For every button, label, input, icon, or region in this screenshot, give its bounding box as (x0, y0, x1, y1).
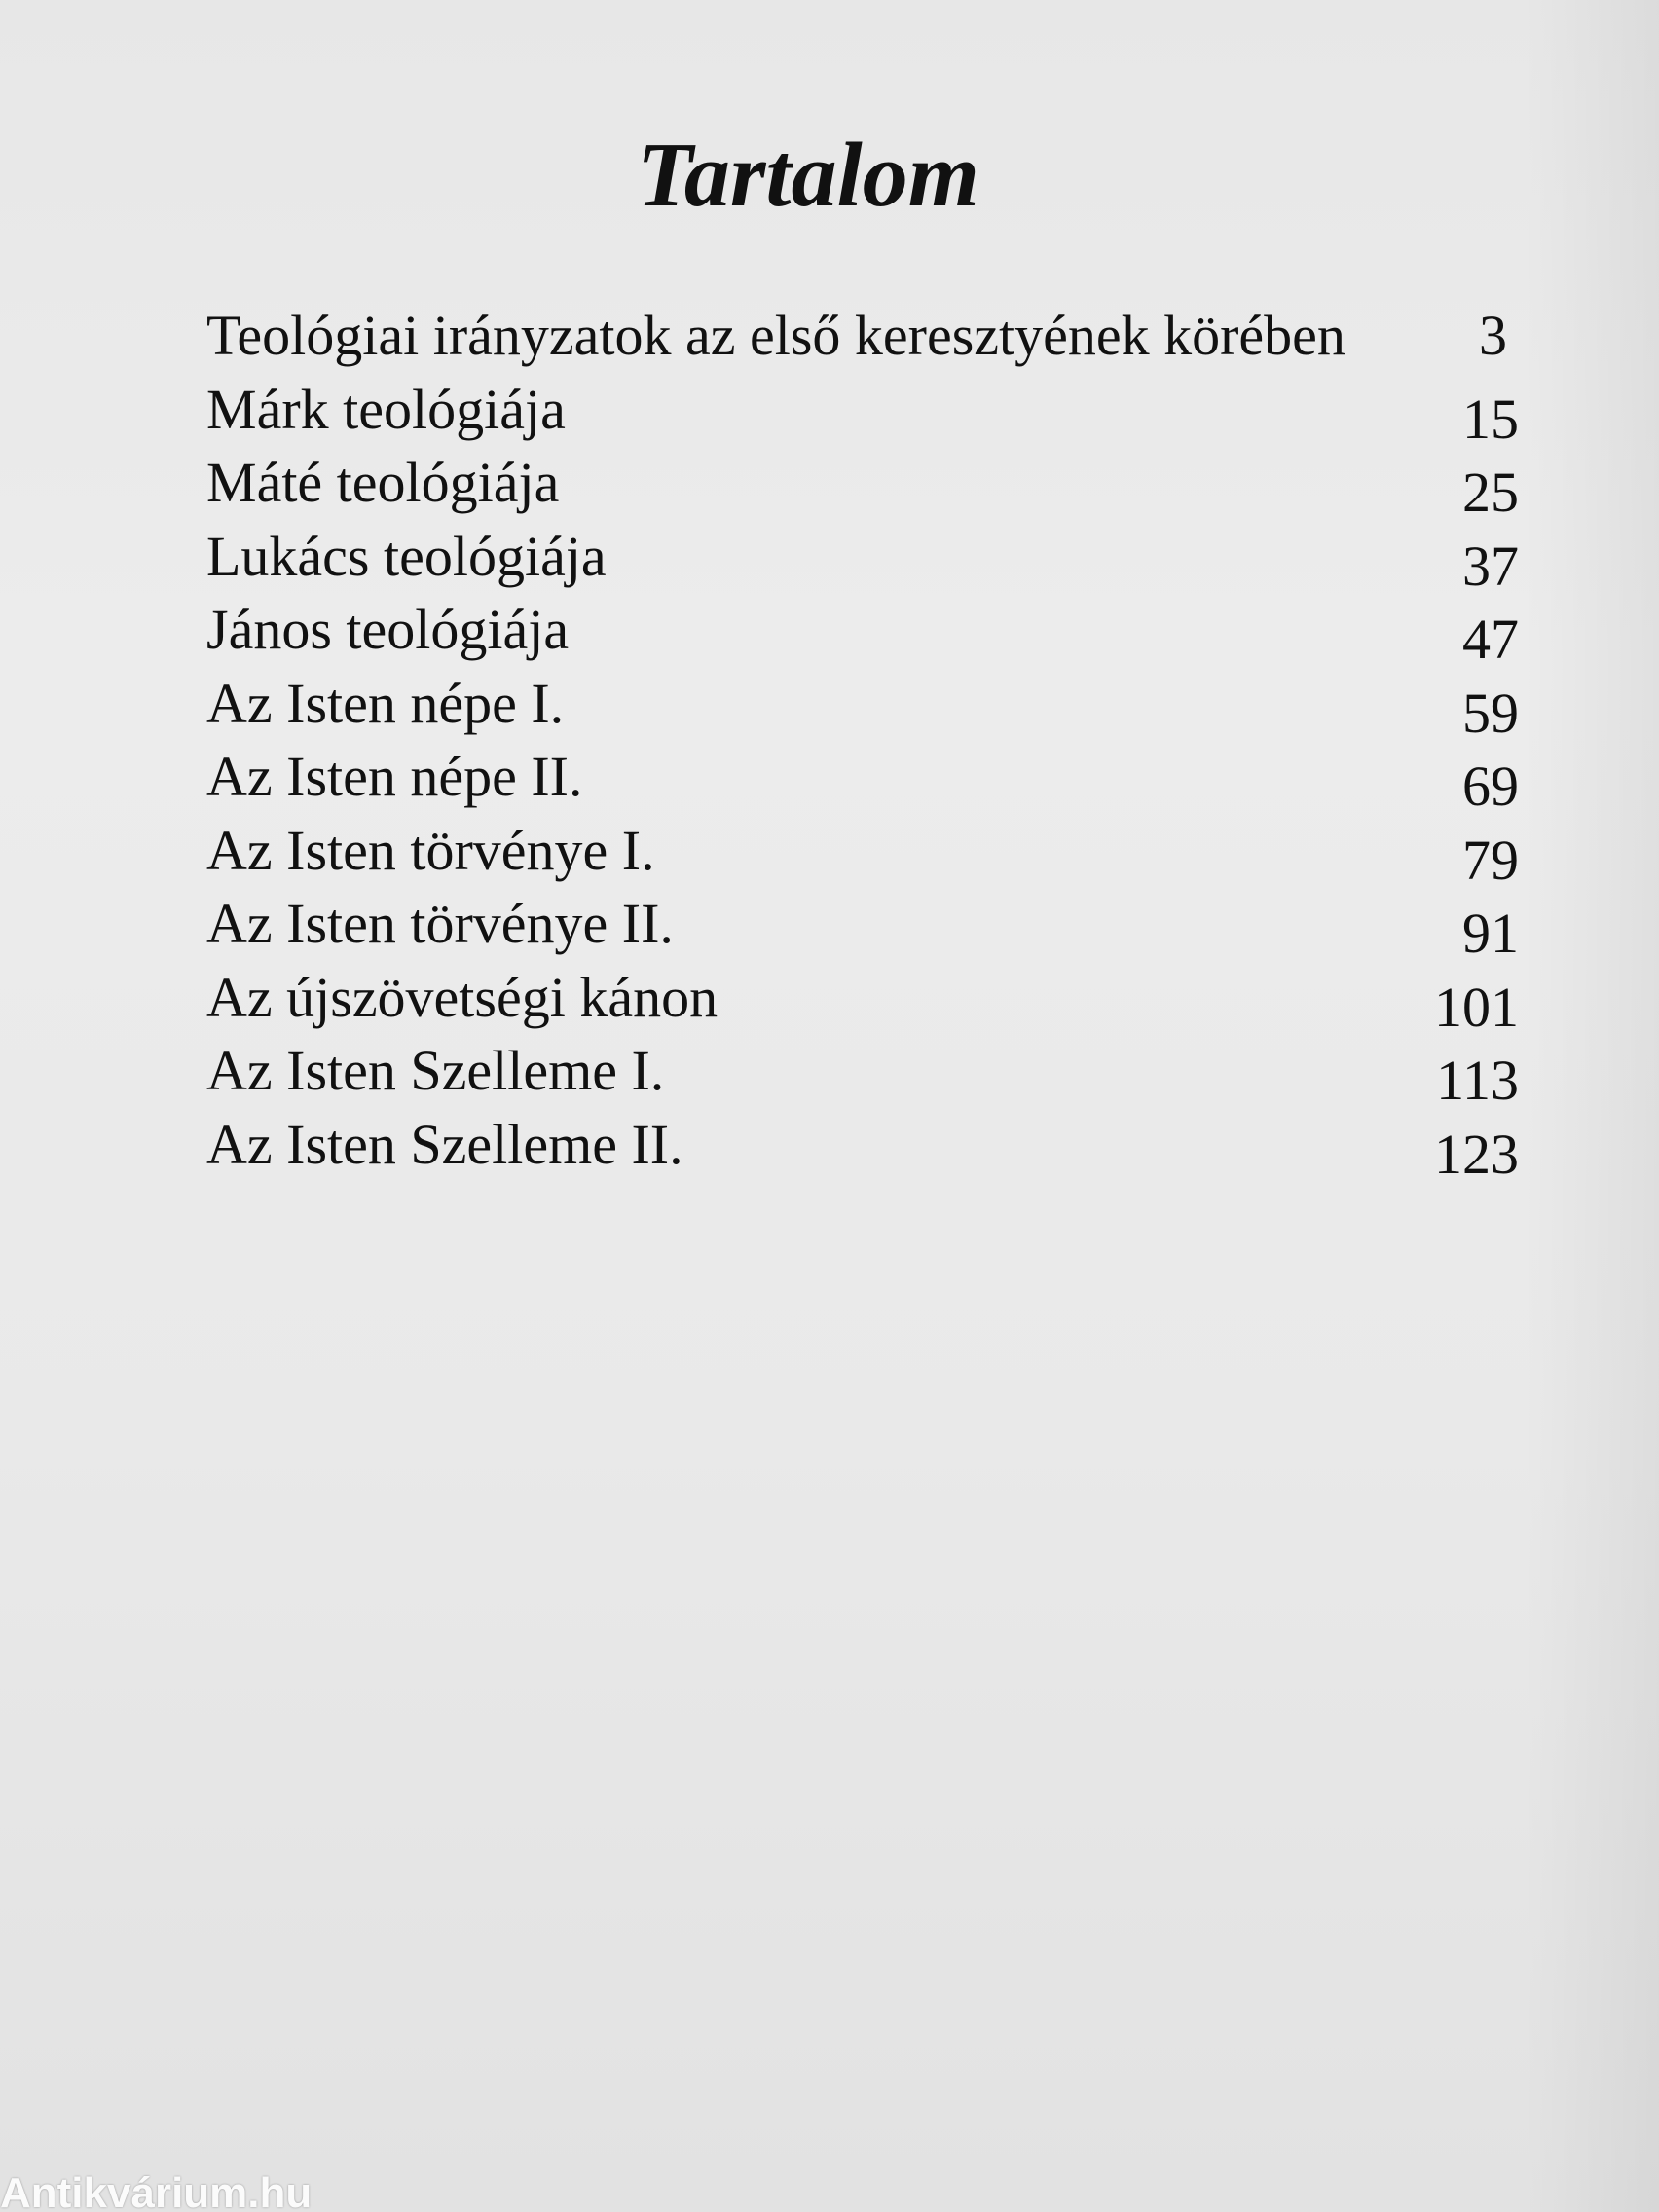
toc-entry (206, 964, 1519, 1038)
toc-entry-title: Lukács teológiája (206, 524, 607, 588)
toc-entry-page: 123 (1434, 1122, 1519, 1186)
toc-entry (206, 890, 1519, 964)
toc-entry (206, 817, 1519, 891)
toc-entry-title: János teológiája (206, 598, 570, 661)
toc-entry-page: 47 (1462, 608, 1519, 671)
toc-entry-page: 113 (1436, 1049, 1519, 1112)
table-of-contents (206, 302, 1519, 1184)
toc-entry (206, 743, 1519, 817)
watermark: Antikvárium.hu (0, 2169, 313, 2212)
page-title: Tartalom (637, 124, 979, 226)
toc-entry (206, 596, 1519, 670)
toc-entry-page: 79 (1462, 828, 1519, 892)
toc-entry-page: 101 (1434, 975, 1519, 1039)
toc-entry (206, 670, 1519, 744)
toc-entry-title: Az Isten Szelleme II. (206, 1112, 683, 1176)
toc-entry-page: 15 (1462, 387, 1519, 451)
toc-entry-page: 59 (1462, 681, 1519, 745)
toc-entry-page: 3 (1479, 304, 1507, 367)
toc-entry-page: 25 (1462, 461, 1519, 524)
toc-entry-title: Az Isten népe I. (206, 671, 565, 735)
toc-entry (206, 449, 1519, 523)
toc-entry-page: 69 (1462, 755, 1519, 818)
toc-entry-page: 37 (1462, 534, 1519, 598)
toc-entry (206, 1111, 1519, 1185)
toc-entry (206, 1037, 1519, 1111)
toc-entry-page: 91 (1462, 902, 1519, 965)
toc-entry-title: Az Isten törvénye II. (206, 892, 674, 955)
toc-entry-title: Az Isten törvénye I. (206, 818, 655, 882)
toc-entry-title: Az Isten népe II. (206, 745, 583, 808)
toc-entry-title: Teológiai irányzatok az első keresztyének körében (206, 304, 1346, 367)
toc-entry-title: Az újszövetségi kánon (206, 965, 719, 1029)
page-shadow (1523, 0, 1659, 2212)
toc-entry (206, 523, 1519, 597)
toc-entry-title: Márk teológiája (206, 377, 566, 441)
toc-entry (206, 376, 1519, 450)
toc-entry-title: Az Isten Szelleme I. (206, 1039, 665, 1102)
toc-entry-title: Máté teológiája (206, 451, 560, 514)
toc-entry (206, 302, 1519, 376)
